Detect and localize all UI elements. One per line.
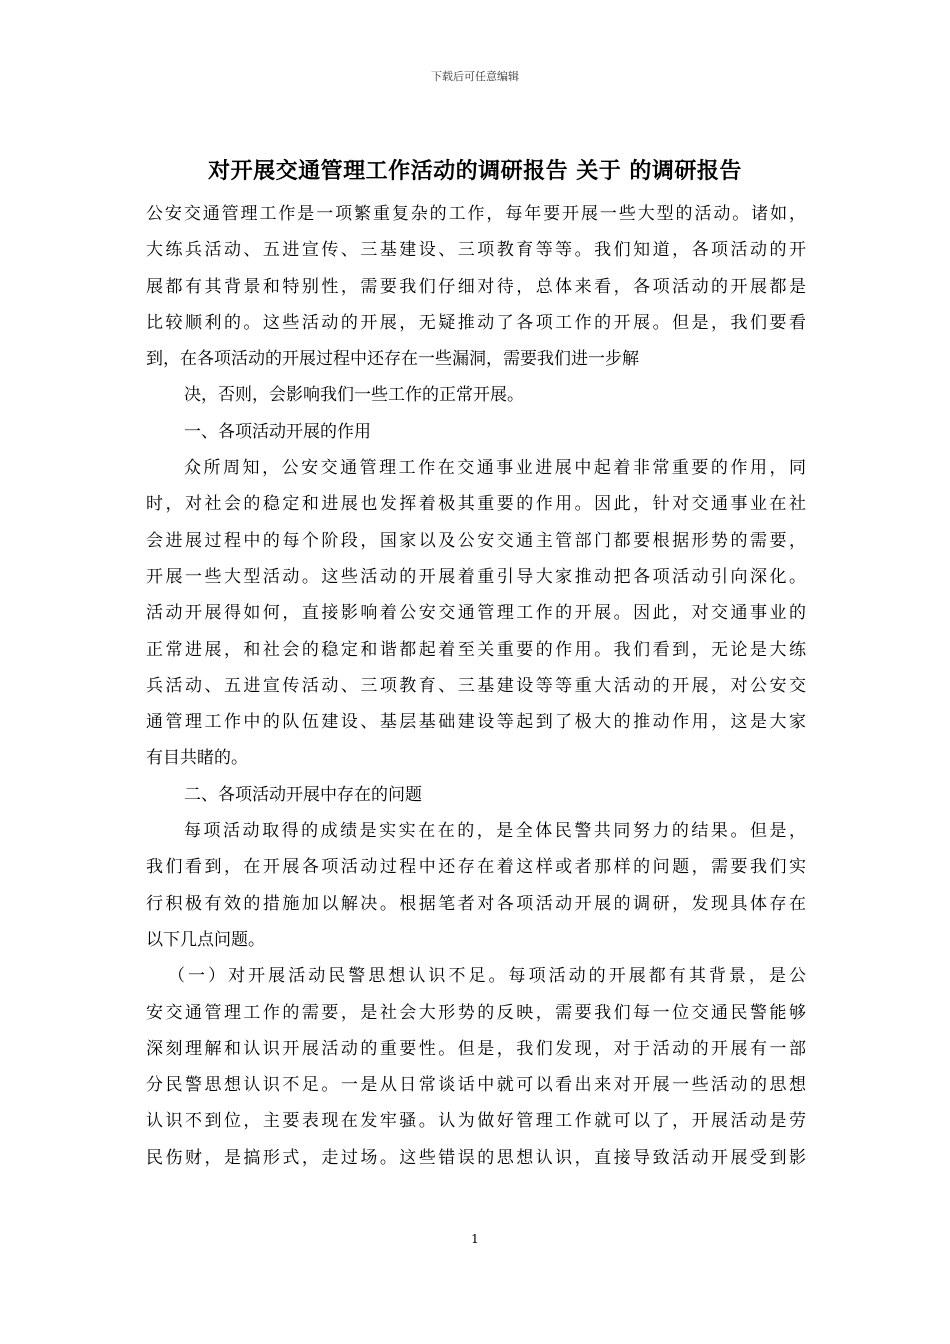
body-line: 民伤财，是搞形式，走过场。这些错误的思想认识，直接导致活动开展受到影 <box>146 1147 806 1168</box>
body-line: 我们看到，在开展各项活动过程中还存在着这样或者那样的问题，需要我们实 <box>146 857 806 878</box>
section-heading: 二、各项活动开展中存在的问题 <box>184 784 422 805</box>
body-line: 正常进展，和社会的稳定和谐都起着至关重要的作用。我们看到，无论是大练 <box>146 639 806 660</box>
body-line: 分民警思想认识不足。一是从日常谈话中就可以看出来对开展一些活动的思想 <box>146 1075 806 1096</box>
body-line: 行积极有效的措施加以解决。根据笔者对各项活动开展的调研，发现具体存在 <box>146 893 806 914</box>
body-line: 时，对社会的稳定和进展也发挥着极其重要的作用。因此，针对交通事业在社 <box>146 494 806 515</box>
body-line: 活动开展得如何，直接影响着公安交通管理工作的开展。因此，对交通事业的 <box>146 603 806 624</box>
document-title: 对开展交通管理工作活动的调研报告 关于 的调研报告 <box>208 158 742 184</box>
subsection-line: （一）对开展活动民警思想认识不足。每项活动的开展都有其背景，是公 <box>168 966 806 987</box>
body-line: 有目共睹的。 <box>146 748 248 769</box>
page-number: 1 <box>471 1232 479 1246</box>
body-line: 众所周知，公安交通管理工作在交通事业进展中起着非常重要的作用，同 <box>184 458 806 479</box>
section-heading: 一、各项活动开展的作用 <box>184 421 371 442</box>
body-line: 大练兵活动、五进宣传、三基建设、三项教育等等。我们知道，各项活动的开 <box>146 240 806 261</box>
body-line: 公安交通管理工作是一项繁重复杂的工作，每年要开展一些大型的活动。诸如， <box>146 204 806 224</box>
body-line: 到，在各项活动的开展过程中还存在一些漏洞，需要我们进一步解 <box>146 349 639 370</box>
document-body <box>146 196 806 1176</box>
body-line: 决，否则，会影响我们一些工作的正常开展。 <box>184 385 524 406</box>
body-line: 会进展过程中的每个阶段，国家以及公安交通主管部门都要根据形势的需要， <box>146 530 806 551</box>
body-line: 通管理工作中的队伍建设、基层基础建设等起到了极大的推动作用，这是大家 <box>146 712 806 733</box>
body-line: 每项活动取得的成绩是实实在在的，是全体民警共同努力的结果。但是， <box>184 821 806 842</box>
page-header-note: 下载后可任意编辑 <box>431 70 519 83</box>
body-line: 以下几点问题。 <box>146 929 265 950</box>
body-line: 安交通管理工作的需要，是社会大形势的反映，需要我们每一位交通民警能够 <box>146 1002 806 1023</box>
body-line: 开展一些大型活动。这些活动的开展着重引导大家推动把各项活动引向深化。 <box>146 566 806 587</box>
body-line: 深刻理解和认识开展活动的重要性。但是，我们发现，对于活动的开展有一部 <box>146 1038 806 1059</box>
body-line: 兵活动、五进宣传活动、三项教育、三基建设等等重大活动的开展，对公安交 <box>146 675 806 696</box>
body-line: 认识不到位，主要表现在发牢骚。认为做好管理工作就可以了，开展活动是劳 <box>146 1111 806 1132</box>
body-line: 比较顺利的。这些活动的开展，无疑推动了各项工作的开展。但是，我们要看 <box>146 312 806 333</box>
body-line: 展都有其背景和特别性，需要我们仔细对待，总体来看，各项活动的开展都是 <box>146 276 806 297</box>
